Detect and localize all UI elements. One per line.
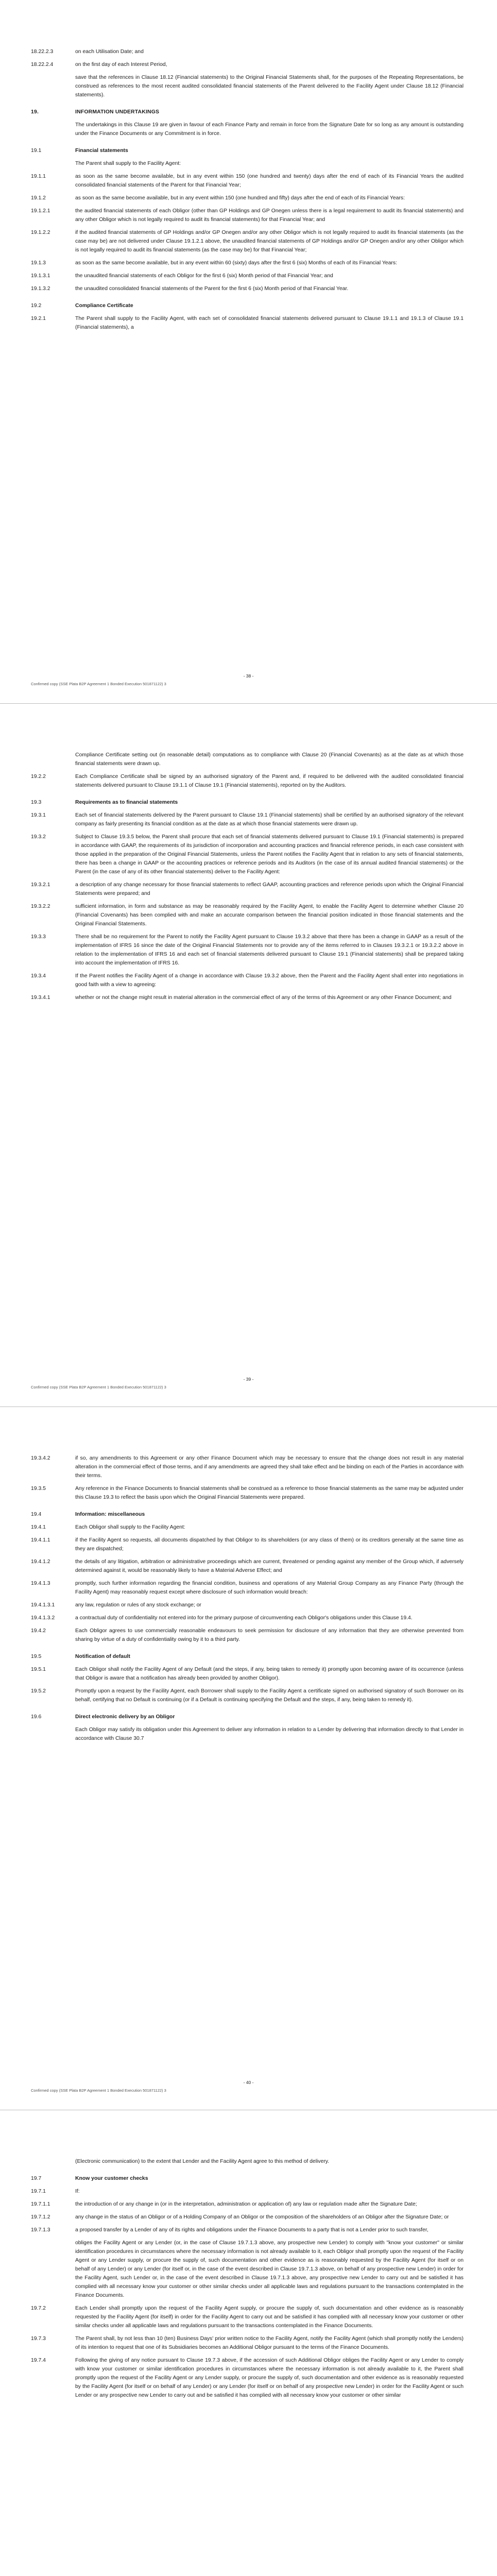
clause-text: Each Obligor shall notify the Facility Agent of any Default (and the steps, if any, being taken to remedy it) promptly upon becoming aware of its occurrence (unless that Obligor is aware that a notification has already been provided by another Obligor). [75, 1667, 464, 1681]
clause-paragraph [31, 1484, 464, 1502]
clause-text: the introduction of or any change in (or in the interpretation, administration or application of) any law or regulation made after the Signature Date; [75, 2201, 417, 2207]
clause-paragraph [31, 2157, 464, 2166]
clause-number: 19.6 [31, 1714, 42, 1720]
clause-number: 19.7.4 [31, 2358, 46, 2363]
clause-paragraph [31, 933, 464, 968]
clause-paragraph [31, 1454, 464, 1480]
clause-text: a proposed transfer by a Lender of any of its rights and obligations under the Finance Documents to a party that is not a Lender prior to such transfer, [75, 2227, 429, 2233]
clause-text: Each Obligor shall supply to the Facility Agent: [75, 1524, 185, 1530]
page-content [31, 2157, 464, 2404]
document-reference: Confirmed copy (SSE Plata B2P Agreement 1 Bonded Execution 501871122) 3 [31, 2088, 166, 2093]
clause-paragraph [31, 73, 464, 99]
clause-text: Each Lender shall promptly upon the request of the Facility Agent supply, or procure the supply of, such documentation and other evidence as is reasonably requested by the Facility Agent (for itself) in order for the Facility Agent to carry out and be satisfied it has complied with all necessary know your customer or other similar checks under all applicable laws and regulations pursuant to the transactions contemplated in the Finance Documents. [75, 2306, 464, 2329]
clause-paragraph [31, 228, 464, 255]
clause-number: 19.3 [31, 800, 42, 805]
clause-paragraph [31, 2213, 464, 2222]
clause-paragraph [31, 902, 464, 928]
clause-text: Each Obligor agrees to use commercially reasonable endeavours to seek permission for disclosure of any information that they are otherwise prevented from sharing by virtue of a duty of confidentiality owing by it to a third party. [75, 1628, 464, 1642]
clause-text: on the first day of each Interest Period, [75, 62, 167, 67]
clause-number: 19.2 [31, 303, 42, 309]
clause-text: (Electronic communication) to the extent that Lender and the Facility Agent agree to this method of delivery. [75, 2159, 330, 2164]
clause-number: 19.1.2.1 [31, 208, 50, 214]
document-page [0, 1406, 497, 2110]
clause-number: 18.22.2.3 [31, 49, 54, 55]
clause-paragraph [31, 1579, 464, 1597]
clause-heading [31, 1713, 464, 1721]
clause-text: Requirements as to financial statements [75, 800, 178, 805]
clause-text: a contractual duty of confidentiality not entered into for the primary purpose of circumventing each Obligor's obligations under this Clause 19.4. [75, 1615, 413, 1621]
clause-text: Following the giving of any notice pursuant to Clause 19.7.3 above, if the accession of such Additional Obligor obliges the Facility Agent or any Lender to comply with know your customer or similar identification procedures in circumstances where the necessary information is not already available to it, the Parent shall promptly upon the request of the Facility Agent or any Lender supply, or procure the supply of, such documentation and other evidence as is reasonably requested by the Facility Agent (for itself or on behalf of any Lender) or any Lender (for itself or on behalf of any prospective new Lender) in order for the Facility Agent or such Lender or any prospective new Lender to carry out and be satisfied it has complied with all necessary know your customer or other similar [75, 2358, 464, 2398]
clause-paragraph [31, 207, 464, 224]
clause-number: 19.4.1.3 [31, 1581, 50, 1586]
clause-text: as soon as the same become available, but in any event within 150 (one hundred and fifty) days after the end of each of its Financial Years: [75, 195, 405, 201]
clause-text: Each Compliance Certificate shall be signed by an authorised signatory of the Parent and, if required to be delivered with the audited consolidated financial statements delivered pursuant to Clause 19.1.1 of Clause 19.1 (Financial statements), reported on by the Auditors. [75, 774, 464, 788]
clause-text: If the Parent notifies the Facility Agent of a change in accordance with Clause 19.3.2 above, then the Parent and the Facility Agent shall enter into negotiations in good faith with a view to agreeing: [75, 973, 464, 988]
clause-text: Each Obligor may satisfy its obligation under this Agreement to deliver any information in relation to a Lender by delivering that information directly to that Lender in accordance with Clause 30.7 [75, 1727, 464, 1741]
clause-number: 19.7.1 [31, 2189, 46, 2194]
clause-number: 19.3.5 [31, 1486, 46, 1492]
clause-number: 19.1.3 [31, 260, 46, 266]
clause-text: promptly, such further information regarding the financial condition, business and operations of any Material Group Company as any Finance Party (through the Facility Agent) may reasonably request except where disclosure of such information would breach: [75, 1581, 464, 1595]
clause-paragraph [31, 751, 464, 768]
clause-text: any law, regulation or rules of any stock exchange; or [75, 1602, 201, 1608]
clause-number: 19.3.4.2 [31, 1455, 50, 1461]
clause-number: 19.7 [31, 2176, 42, 2181]
document-page [0, 703, 497, 1406]
clause-paragraph [31, 811, 464, 828]
clause-number: 19.1.3.2 [31, 286, 50, 292]
clause-text: The Parent shall, by not less than 10 (ten) Business Days' prior written notice to the Facility Agent, notify the Facility Agent (which shall promptly notify the Lenders) of its intention to request that one of its Subsidiaries becomes an Additional Obligor pursuant to the terms of the Finance Documents. [75, 2336, 464, 2350]
clause-text: Direct electronic delivery by an Obligor [75, 1714, 175, 1720]
document-page [0, 0, 497, 703]
clause-text: Compliance Certificate [75, 303, 133, 309]
clause-number: 19.4 [31, 1512, 42, 1517]
document-reference: Confirmed copy (SSE Plata B2P Agreement 1 Bonded Execution 501871122) 3 [31, 682, 166, 686]
clause-paragraph [31, 880, 464, 898]
clause-paragraph [31, 1626, 464, 1644]
page-content [31, 1454, 464, 1747]
clause-text: There shall be no requirement for the Parent to notify the Facility Agent pursuant to Clause 19.3.2 above that there has been a change in GAAP as a result of the implementation of IFRS 16 since the date of the Original Financial Statements nor to provide any of the items referred to in Clauses 19.3.2.1 or 19.3.2.2 above in relation to the implementation of IFRS 16 and each set of financial statements delivered pursuant to Clause 19.1 (Financial statements) shall be prepared taking into account the implementation of IFRS 16. [75, 934, 464, 966]
clause-text: sufficient information, in form and substance as may be reasonably required by the Facility Agent, to enable the Facility Agent to determine whether Clause 20 (Financial Covenants) has been complied with and make an accurate comparison between the financial position indicated in those financial statements and the Original Financial Statements. [75, 904, 464, 927]
clause-number: 19.5 [31, 1654, 42, 1659]
clause-heading [31, 2174, 464, 2183]
clause-text: The undertakings in this Clause 19 are given in favour of each Finance Party and remain in force from the Signature Date for so long as any amount is outstanding under the Finance Documents or any Commitment is in force. [75, 122, 464, 137]
clause-paragraph [31, 1725, 464, 1743]
clause-text: Notification of default [75, 1654, 130, 1659]
clause-paragraph [31, 272, 464, 280]
clause-paragraph [31, 259, 464, 267]
clause-number: 19.2.1 [31, 316, 46, 321]
clause-text: Each set of financial statements delivered by the Parent pursuant to Clause 19.1 (Financial statements) shall be certified by an authorised signatory of the relevant company as fairly presenting its financial condition as at the date as at which those financial statements were drawn up. [75, 812, 464, 827]
page-number: - 39 - [243, 1377, 254, 1382]
page-footer [31, 673, 466, 688]
page-footer [31, 2080, 466, 2094]
page-content [31, 751, 464, 1006]
clause-text: any change in the status of an Obligor or of a Holding Company of an Obligor or the composition of the shareholders of an Obligor after the Signature Date; or [75, 2214, 449, 2220]
clause-text: The Parent shall supply to the Facility Agent: [75, 161, 181, 166]
clause-number: 19.3.2.2 [31, 904, 50, 909]
page-divider [0, 1406, 497, 1407]
clause-heading [31, 301, 464, 310]
page-divider [0, 703, 497, 704]
page-footer [31, 1377, 466, 1391]
clause-number: 19.5.1 [31, 1667, 46, 1672]
clause-number: 19.3.3 [31, 934, 46, 940]
clause-number: 19.4.2 [31, 1628, 46, 1634]
clause-text: the unaudited financial statements of each Obligor for the first 6 (six) Month period of that Financial Year; and [75, 273, 333, 279]
clause-text: obliges the Facility Agent or any Lender (or, in the case of Clause 19.7.1.3 above, any prospective new Lender) to comply with "know your customer" or similar identification procedures in circumstances where the necessary information is not already available to it, each Obligor shall promptly upon the request of the Facility Agent or any Lender supply, or procure the supply of, such documentation and other evidence as is reasonably requested by the Facility Agent (for itself or on behalf of any Lender) or any Lender (for itself or, in the case of the event described in Clause 19.7.1.3 above, on behalf of any prospective new Lender) in order for the Facility Agent, such Lender or, in the case of the event described in Clause 19.7.1.3 above, any prospective new Lender to carry out and be satisfied it has complied with all necessary know your customer or other similar checks under all applicable laws and regulations pursuant to the transactions contemplated in the Finance Documents. [75, 2240, 464, 2298]
document-page [0, 2110, 497, 2576]
clause-text: Any reference in the Finance Documents to financial statements shall be construed as a reference to those financial statements as the same may be adjusted under this Clause 19.3 to reflect the basis upon which the Original Financial Statements were prepared. [75, 1486, 464, 1500]
clause-number: 19.7.1.1 [31, 2201, 50, 2207]
clause-paragraph [31, 47, 464, 56]
clause-paragraph [31, 2200, 464, 2209]
clause-text: if the Facility Agent so requests, all documents dispatched by that Obligor to its shareholders (or any class of them) or its creditors generally at the same time as they are dispatched; [75, 1537, 464, 1552]
clause-text: the unaudited consolidated financial statements of the Parent for the first 6 (six) Month period of that Financial Year. [75, 286, 349, 292]
clause-number: 19.2.2 [31, 774, 46, 779]
clause-text: Promptly upon a request by the Facility Agent, each Borrower shall supply to the Facility Agent a certificate signed on authorised signatory of such Borrower on its behalf, certifying that no Default is continuing (or if a Default is continuing specifying the Default and the steps, if any, being taken to remedy it). [75, 1688, 464, 1703]
clause-text: save that the references in Clause 18.12 (Financial statements) to the Original Financial Statements shall, for the purposes of the Repeating Representations, be construed as references to the most recent audited consolidated financial statements of the Parent delivered to the Facility Agent under Clause 18.12 (Financial statements). [75, 75, 464, 98]
clause-number: 19.7.3 [31, 2336, 46, 2342]
clause-number: 19. [31, 109, 39, 115]
clause-text: INFORMATION UNDERTAKINGS [75, 109, 160, 115]
page-content [31, 47, 464, 336]
clause-number: 19.1.2.2 [31, 230, 50, 235]
clause-number: 19.1 [31, 148, 42, 154]
clause-paragraph [31, 121, 464, 138]
clause-paragraph [31, 2356, 464, 2400]
clause-number: 18.22.2.4 [31, 62, 54, 67]
clause-paragraph [31, 60, 464, 69]
clause-text: a description of any change necessary for those financial statements to reflect GAAP, accounting practices and reference periods upon which the Original Financial Statements were prepared; and [75, 882, 464, 896]
clause-paragraph [31, 159, 464, 168]
clause-paragraph [31, 2187, 464, 2196]
clause-text: whether or not the change might result in material alteration in the commercial effect of any of the terms of this Agreement or any other Finance Document; and [75, 995, 452, 1001]
clause-text: Financial statements [75, 148, 128, 154]
clause-text: Know your customer checks [75, 2176, 148, 2181]
clause-paragraph [31, 172, 464, 190]
clause-number: 19.4.1.2 [31, 1559, 50, 1565]
clause-number: 19.4.1.3.1 [31, 1602, 55, 1608]
clause-paragraph [31, 1557, 464, 1575]
clause-paragraph [31, 1665, 464, 1683]
clause-paragraph [31, 1523, 464, 1532]
clause-number: 19.3.2 [31, 834, 46, 840]
clause-heading [31, 798, 464, 807]
clause-heading [31, 1510, 464, 1519]
clause-paragraph [31, 772, 464, 790]
clause-text: Compliance Certificate setting out (in reasonable detail) computations as to compliance with Clause 20 (Financial Covenants) as at the date as at which those financial statements were drawn up. [75, 752, 464, 767]
clause-paragraph [31, 194, 464, 202]
clause-text: as soon as the same become available, but in any event within 60 (sixty) days after the first 6 (six) Months of each of its Financial Years: [75, 260, 397, 266]
document-reference: Confirmed copy (SSE Plata B2P Agreement 1 Bonded Execution 501871122) 3 [31, 1385, 166, 1389]
clause-number: 19.7.1.2 [31, 2214, 50, 2220]
clause-heading [31, 146, 464, 155]
clause-paragraph [31, 2226, 464, 2234]
clause-number: 19.3.4 [31, 973, 46, 979]
clause-number: 19.1.2 [31, 195, 46, 201]
clause-paragraph [31, 284, 464, 293]
clause-number: 19.1.3.1 [31, 273, 50, 279]
clause-text: The Parent shall supply to the Facility Agent, with each set of consolidated financial statements delivered pursuant to Clause 19.1.1 and 19.1.3 of Clause 19.1 (Financial statements), a [75, 316, 464, 330]
clause-text: Information: miscellaneous [75, 1512, 145, 1517]
clause-paragraph [31, 2239, 464, 2300]
clause-paragraph [31, 972, 464, 989]
clause-paragraph [31, 1614, 464, 1622]
page-number: - 40 - [243, 2080, 254, 2085]
clause-text: the details of any litigation, arbitration or administrative proceedings which are current, threatened or pending against any member of the Group which, if adversely determined against it, would be reasonably likely to have a Material Adverse Effect; and [75, 1559, 464, 1573]
clause-text: Subject to Clause 19.3.5 below, the Parent shall procure that each set of financial statements delivered pursuant to Clause 19.1 (Financial statements) is prepared in accordance with GAAP, the requirements of its jurisdiction of incorporation and accounting practices and financial reference periods, in each case consistent with those applied in the preparation of the Original Financial Statements, unless the Parent notifies the Facility Agent that in relation to any sets of financial statements, there has been a change in GAAP or the accounting practices or reference periods and its Auditors (in the case of its annual audited financial statements) or the Parent (in the case of any of its other financial statements) deliver to the Facility Agent: [75, 834, 464, 875]
clause-heading [31, 1652, 464, 1661]
clause-paragraph [31, 2334, 464, 2352]
clause-text: on each Utilisation Date; and [75, 49, 144, 55]
clause-number: 19.4.1.1 [31, 1537, 50, 1543]
clause-number: 19.5.2 [31, 1688, 46, 1694]
clause-text: If: [75, 2189, 80, 2194]
clause-paragraph [31, 2304, 464, 2330]
clause-number: 19.7.2 [31, 2306, 46, 2311]
clause-number: 19.7.1.3 [31, 2227, 50, 2233]
clause-text: as soon as the same become available, but in any event within 150 (one hundred and twenty) days after the end of each of its Financial Years the audited consolidated financial statements of the Parent for that Financial Year; [75, 174, 464, 188]
clause-paragraph [31, 314, 464, 332]
page-number: - 38 - [243, 673, 254, 679]
clause-paragraph [31, 993, 464, 1002]
clause-heading [31, 108, 464, 116]
clause-number: 19.4.1.3.2 [31, 1615, 55, 1621]
clause-paragraph [31, 1687, 464, 1704]
clause-paragraph [31, 1536, 464, 1553]
clause-text: if the audited financial statements of GP Holdings and/or GP Onegen and/or any other Obligor which is not legally required to audit its financial statements (as the case may be) are not delivered under Clause 19.1.2.1 above, the unaudited financial statements of GP Holdings and/or GP Onegen and/or any other Obligor which is not legally required to audit its financial statements (as the case may be) for that Financial Year; [75, 230, 464, 253]
clause-text: the audited financial statements of each Obligor (other than GP Holdings and GP Onegen unless there is a legal requirement to audit its financial statements) and any other Obligor which is not legally required to audit its financial statements) for that Financial Year; and [75, 208, 464, 223]
clause-number: 19.3.4.1 [31, 995, 50, 1001]
clause-number: 19.3.2.1 [31, 882, 50, 888]
clause-paragraph [31, 1601, 464, 1609]
clause-number: 19.4.1 [31, 1524, 46, 1530]
clause-text: if so, any amendments to this Agreement or any other Finance Document which may be necessary to ensure that the change does not result in any material alteration in the commercial effect of those terms, and if any amendments are agreed they shall take effect and be binding on each of the Parties in accordance with their terms. [75, 1455, 464, 1479]
clause-number: 19.1.1 [31, 174, 46, 179]
clause-number: 19.3.1 [31, 812, 46, 818]
clause-paragraph [31, 833, 464, 876]
